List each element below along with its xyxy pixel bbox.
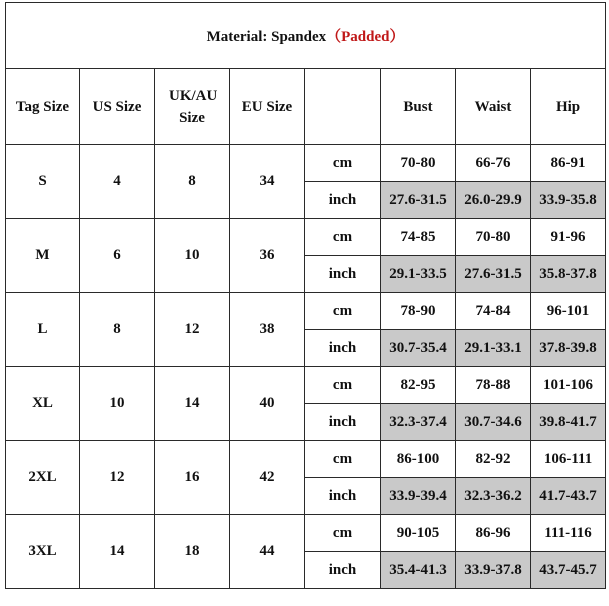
title-material: Material: Spandex bbox=[206, 29, 327, 45]
header-us-size: US Size bbox=[80, 69, 155, 145]
cell-eu-size: 40 bbox=[230, 367, 305, 441]
title-padded: （Padded） bbox=[326, 29, 405, 45]
cell-us-size: 6 bbox=[80, 219, 155, 293]
size-table bbox=[5, 2, 606, 589]
cell-uk-au-size: 10 bbox=[155, 219, 230, 293]
cell-unit-inch: inch bbox=[305, 404, 381, 441]
table-row bbox=[6, 219, 606, 256]
cell-waist-inch: 33.9-37.8 bbox=[456, 552, 531, 589]
table-row bbox=[6, 367, 606, 404]
header-tag-size: Tag Size bbox=[6, 69, 80, 145]
cell-bust-inch: 33.9-39.4 bbox=[381, 478, 456, 515]
cell-hip-cm: 96-101 bbox=[531, 293, 606, 330]
header-eu-size: EU Size bbox=[230, 69, 305, 145]
cell-bust-inch: 35.4-41.3 bbox=[381, 552, 456, 589]
cell-unit-inch: inch bbox=[305, 256, 381, 293]
cell-unit-inch: inch bbox=[305, 478, 381, 515]
table-row bbox=[6, 145, 606, 182]
cell-hip-cm: 106-111 bbox=[531, 441, 606, 478]
cell-bust-cm: 78-90 bbox=[381, 293, 456, 330]
cell-eu-size: 36 bbox=[230, 219, 305, 293]
cell-hip-cm: 91-96 bbox=[531, 219, 606, 256]
cell-bust-cm: 70-80 bbox=[381, 145, 456, 182]
cell-hip-inch: 37.8-39.8 bbox=[531, 330, 606, 367]
cell-tag-size: M bbox=[6, 219, 80, 293]
cell-uk-au-size: 8 bbox=[155, 145, 230, 219]
cell-us-size: 8 bbox=[80, 293, 155, 367]
table-row bbox=[6, 441, 606, 478]
cell-hip-inch: 33.9-35.8 bbox=[531, 182, 606, 219]
cell-bust-inch: 30.7-35.4 bbox=[381, 330, 456, 367]
cell-waist-cm: 78-88 bbox=[456, 367, 531, 404]
cell-unit-cm: cm bbox=[305, 515, 381, 552]
cell-bust-cm: 90-105 bbox=[381, 515, 456, 552]
cell-bust-cm: 82-95 bbox=[381, 367, 456, 404]
cell-hip-cm: 111-116 bbox=[531, 515, 606, 552]
table-title bbox=[6, 3, 606, 69]
cell-tag-size: 3XL bbox=[6, 515, 80, 589]
cell-hip-cm: 86-91 bbox=[531, 145, 606, 182]
cell-bust-cm: 86-100 bbox=[381, 441, 456, 478]
cell-us-size: 14 bbox=[80, 515, 155, 589]
cell-hip-inch: 43.7-45.7 bbox=[531, 552, 606, 589]
table-row bbox=[6, 293, 606, 330]
cell-bust-inch: 32.3-37.4 bbox=[381, 404, 456, 441]
header-waist: Waist bbox=[456, 69, 531, 145]
cell-us-size: 4 bbox=[80, 145, 155, 219]
cell-unit-cm: cm bbox=[305, 293, 381, 330]
cell-waist-cm: 70-80 bbox=[456, 219, 531, 256]
header-bust: Bust bbox=[381, 69, 456, 145]
header-unit bbox=[305, 69, 381, 145]
cell-waist-cm: 82-92 bbox=[456, 441, 531, 478]
cell-unit-inch: inch bbox=[305, 552, 381, 589]
cell-tag-size: L bbox=[6, 293, 80, 367]
cell-uk-au-size: 16 bbox=[155, 441, 230, 515]
cell-unit-inch: inch bbox=[305, 330, 381, 367]
cell-eu-size: 44 bbox=[230, 515, 305, 589]
cell-unit-cm: cm bbox=[305, 441, 381, 478]
cell-waist-inch: 29.1-33.1 bbox=[456, 330, 531, 367]
cell-hip-cm: 101-106 bbox=[531, 367, 606, 404]
cell-bust-inch: 29.1-33.5 bbox=[381, 256, 456, 293]
cell-us-size: 12 bbox=[80, 441, 155, 515]
cell-unit-inch: inch bbox=[305, 182, 381, 219]
header-row bbox=[6, 69, 606, 145]
cell-tag-size: XL bbox=[6, 367, 80, 441]
cell-eu-size: 42 bbox=[230, 441, 305, 515]
cell-tag-size: S bbox=[6, 145, 80, 219]
cell-waist-cm: 66-76 bbox=[456, 145, 531, 182]
cell-eu-size: 38 bbox=[230, 293, 305, 367]
cell-eu-size: 34 bbox=[230, 145, 305, 219]
cell-hip-inch: 39.8-41.7 bbox=[531, 404, 606, 441]
cell-uk-au-size: 12 bbox=[155, 293, 230, 367]
cell-waist-cm: 74-84 bbox=[456, 293, 531, 330]
header-hip: Hip bbox=[531, 69, 606, 145]
header-uk-au-size: UK/AU Size bbox=[155, 69, 230, 145]
cell-bust-cm: 74-85 bbox=[381, 219, 456, 256]
cell-waist-cm: 86-96 bbox=[456, 515, 531, 552]
cell-hip-inch: 35.8-37.8 bbox=[531, 256, 606, 293]
cell-bust-inch: 27.6-31.5 bbox=[381, 182, 456, 219]
table-row bbox=[6, 515, 606, 552]
cell-tag-size: 2XL bbox=[6, 441, 80, 515]
cell-waist-inch: 32.3-36.2 bbox=[456, 478, 531, 515]
cell-uk-au-size: 18 bbox=[155, 515, 230, 589]
cell-waist-inch: 27.6-31.5 bbox=[456, 256, 531, 293]
cell-unit-cm: cm bbox=[305, 145, 381, 182]
cell-uk-au-size: 14 bbox=[155, 367, 230, 441]
cell-waist-inch: 26.0-29.9 bbox=[456, 182, 531, 219]
cell-us-size: 10 bbox=[80, 367, 155, 441]
cell-waist-inch: 30.7-34.6 bbox=[456, 404, 531, 441]
cell-unit-cm: cm bbox=[305, 219, 381, 256]
cell-hip-inch: 41.7-43.7 bbox=[531, 478, 606, 515]
cell-unit-cm: cm bbox=[305, 367, 381, 404]
